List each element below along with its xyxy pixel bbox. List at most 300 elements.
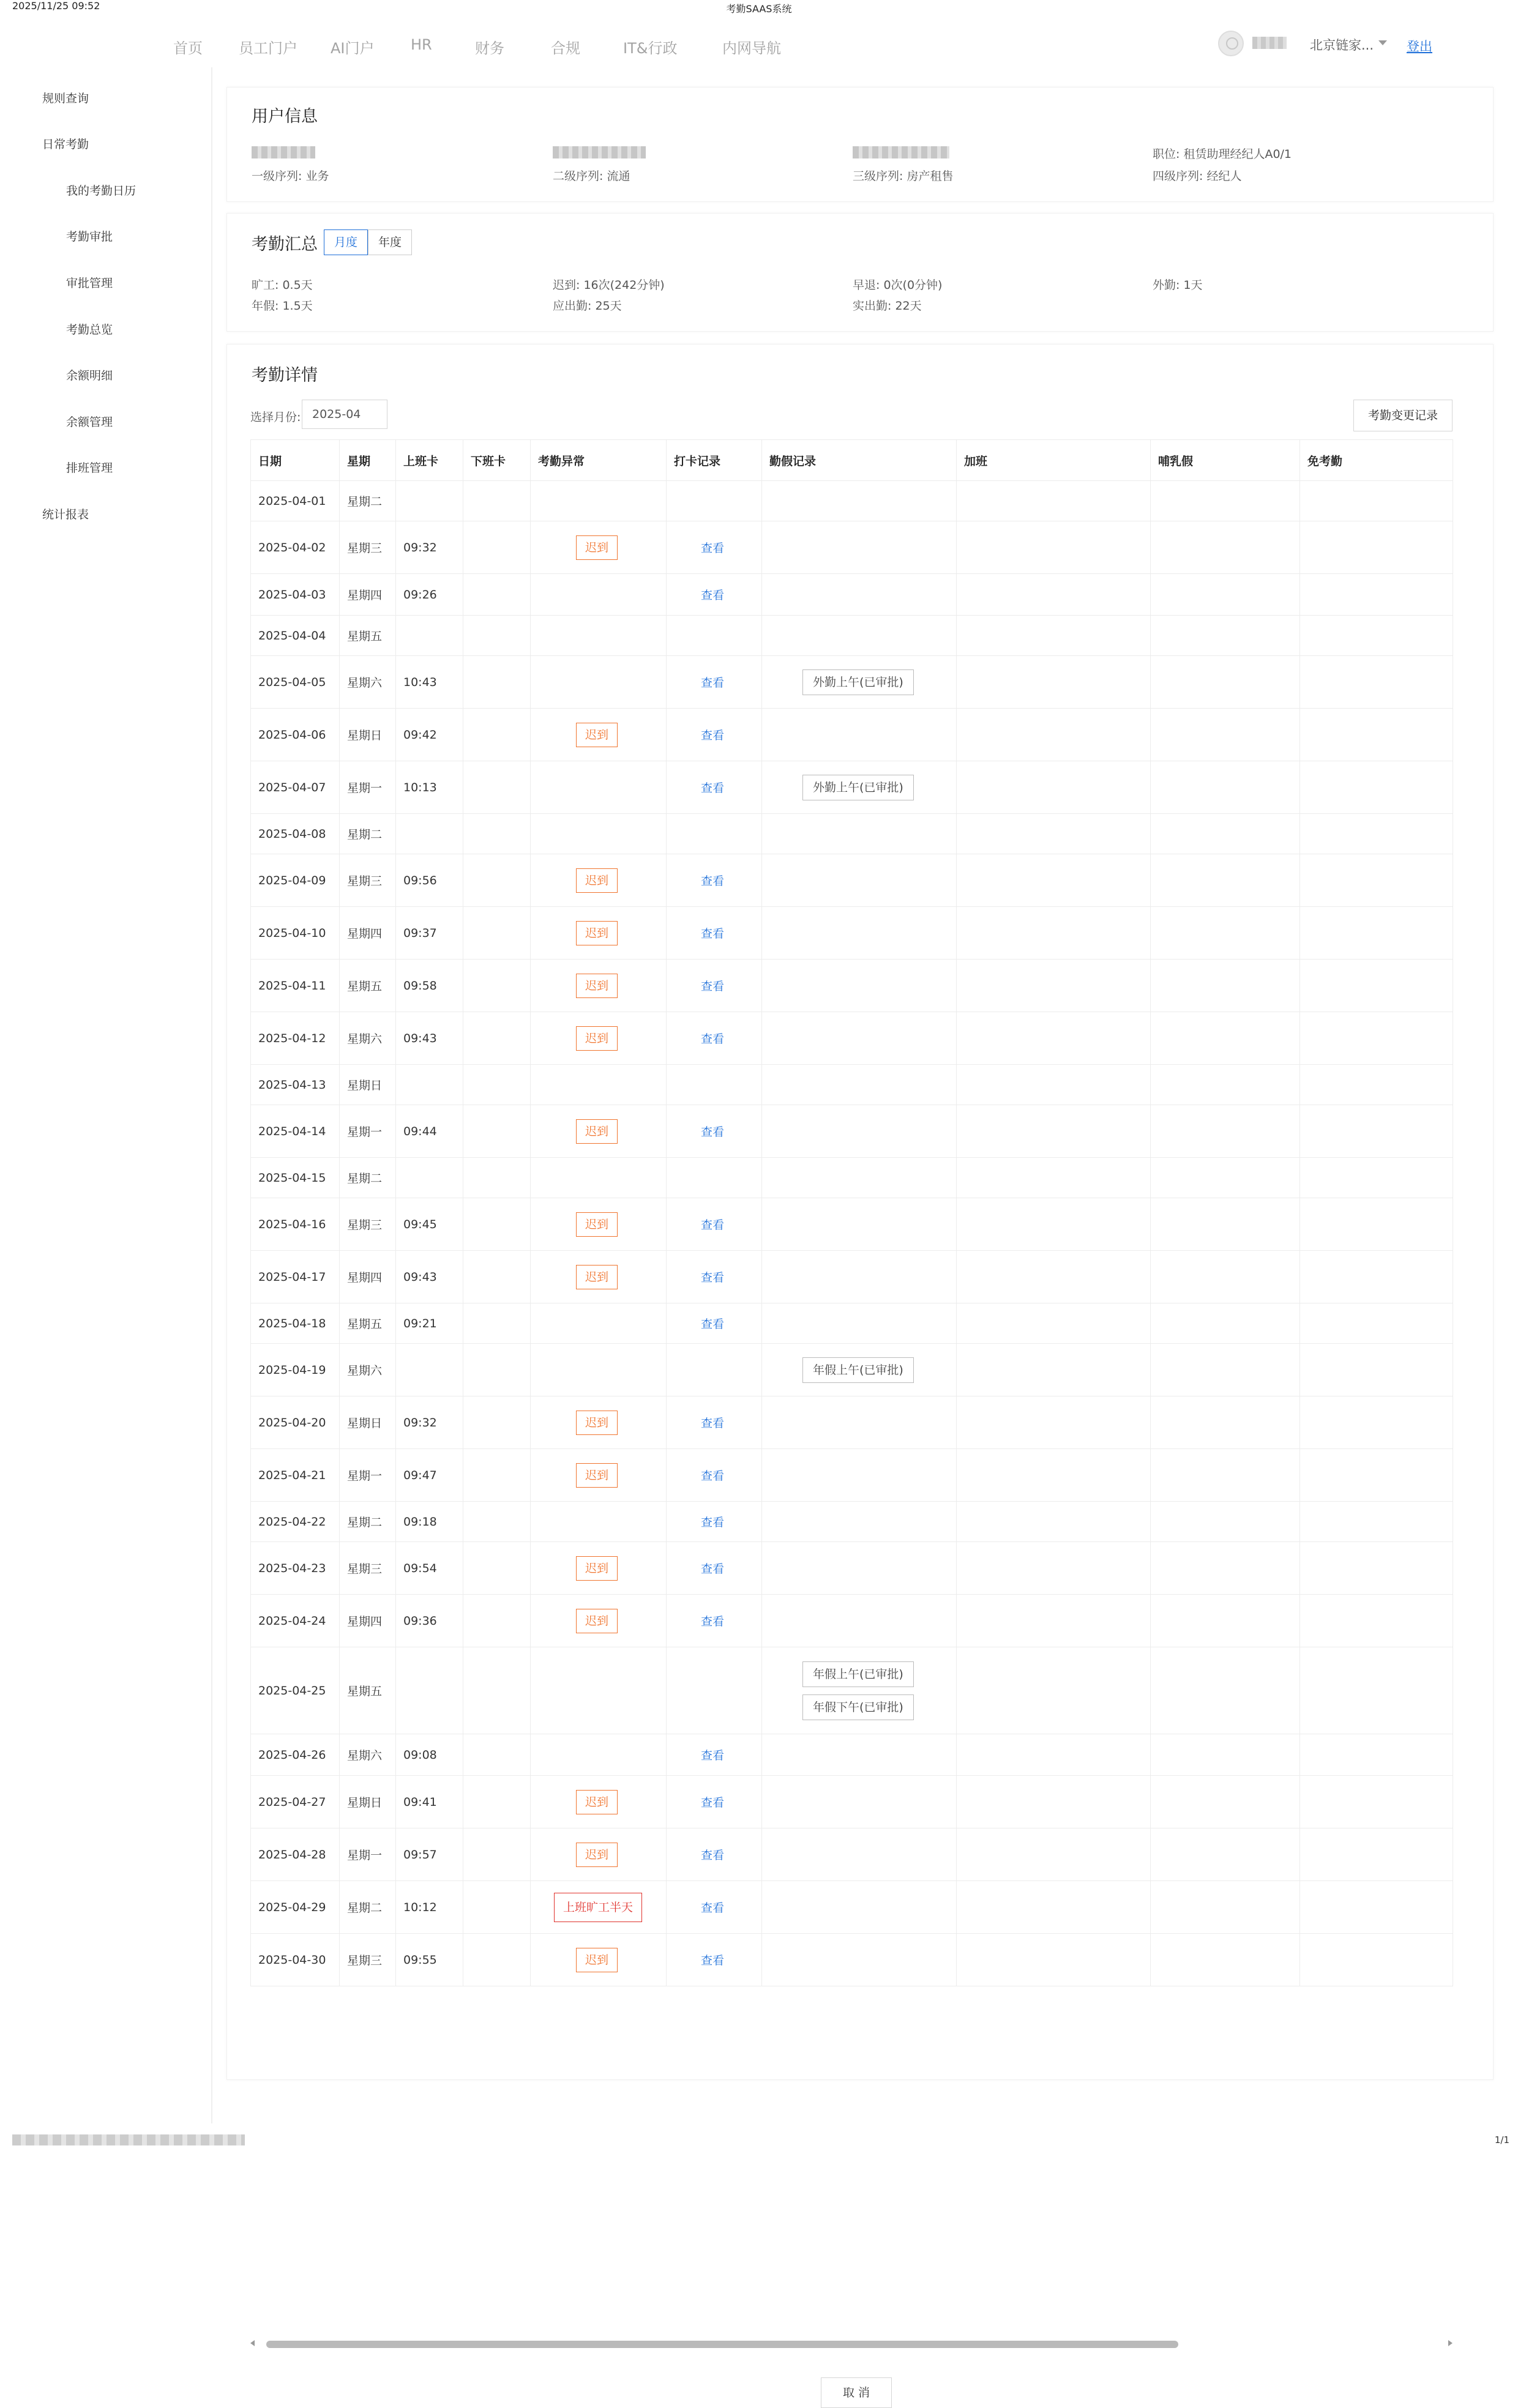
cell-punch-record [667, 656, 762, 709]
sidebar-item-approval-mgmt[interactable]: 审批管理 [66, 277, 113, 290]
cell-exempt [1300, 1734, 1453, 1776]
view-punch-link[interactable]: 查看 [701, 874, 725, 888]
cell-clock-in [396, 1065, 463, 1105]
cell-abnormal [531, 1251, 667, 1303]
cell-overtime [957, 814, 1151, 854]
cell-nursing [1151, 521, 1300, 574]
cell-date: 2025-04-07 [251, 761, 340, 814]
annual-stat: 年假: 1.5天 [252, 299, 313, 313]
cell-leave-record [762, 1344, 957, 1396]
view-punch-link[interactable]: 查看 [701, 927, 725, 941]
cell-punch-record [667, 1542, 762, 1595]
view-punch-link[interactable]: 查看 [701, 676, 725, 690]
cell-nursing [1151, 1065, 1300, 1105]
summary-panel [226, 213, 1494, 332]
cell-clock-in: 09:32 [396, 521, 463, 574]
cell-punch-record [667, 1647, 762, 1734]
cell-clock-in: 09:56 [396, 854, 463, 907]
col-overtime: 加班 [957, 440, 1151, 481]
table-row [251, 1828, 1453, 1881]
avatar[interactable] [1218, 31, 1244, 56]
col-leave-record: 勤假记录 [762, 440, 957, 481]
table-scrollbar[interactable] [250, 2339, 1453, 2349]
sidebar-item-shift[interactable]: 排班管理 [66, 461, 113, 475]
cell-leave-record [762, 1449, 957, 1502]
cell-leave-record [762, 1934, 957, 1986]
cell-exempt [1300, 1198, 1453, 1251]
sidebar-item-calendar[interactable]: 我的考勤日历 [66, 184, 136, 198]
cell-weekday: 星期二 [340, 814, 396, 854]
company-select[interactable]: 北京链家... [1310, 38, 1374, 53]
cell-nursing [1151, 1595, 1300, 1647]
cell-clock-in: 09:36 [396, 1595, 463, 1647]
cell-clock-out [463, 1012, 531, 1065]
table-row [251, 1251, 1453, 1303]
cell-abnormal [531, 854, 667, 907]
nav-finance[interactable]: 财务 [475, 40, 504, 57]
view-punch-link[interactable]: 查看 [701, 1318, 725, 1331]
cell-leave-record [762, 814, 957, 854]
table-row [251, 1734, 1453, 1776]
cell-clock-out [463, 1881, 531, 1934]
cell-clock-out [463, 1344, 531, 1396]
cell-exempt [1300, 1881, 1453, 1934]
cell-weekday: 星期六 [340, 1012, 396, 1065]
tab-yearly[interactable]: 年度 [368, 229, 412, 255]
cell-nursing [1151, 1502, 1300, 1542]
cell-leave-record [762, 1065, 957, 1105]
cell-date: 2025-04-21 [251, 1449, 340, 1502]
cell-punch-record [667, 1595, 762, 1647]
cell-exempt [1300, 1934, 1453, 1986]
cell-date: 2025-04-11 [251, 960, 340, 1012]
cell-abnormal [531, 1065, 667, 1105]
cell-clock-out [463, 709, 531, 761]
cell-clock-in: 09:45 [396, 1198, 463, 1251]
cell-exempt [1300, 1595, 1453, 1647]
cell-date: 2025-04-02 [251, 521, 340, 574]
cell-clock-in: 10:43 [396, 656, 463, 709]
cell-date: 2025-04-09 [251, 854, 340, 907]
cell-exempt [1300, 1251, 1453, 1303]
cell-weekday: 星期三 [340, 1934, 396, 1986]
cell-abnormal [531, 481, 667, 521]
cell-nursing [1151, 1828, 1300, 1881]
view-punch-link[interactable]: 查看 [701, 1417, 725, 1430]
month-label: 选择月份: [250, 411, 301, 424]
cell-overtime [957, 1303, 1151, 1344]
cell-leave-record [762, 616, 957, 656]
view-punch-link[interactable]: 查看 [701, 1218, 725, 1232]
view-punch-link[interactable]: 查看 [701, 1562, 725, 1576]
chevron-down-icon[interactable] [1378, 40, 1387, 45]
cell-clock-in: 10:13 [396, 761, 463, 814]
view-punch-link[interactable]: 查看 [701, 1615, 725, 1628]
cell-overtime [957, 1449, 1151, 1502]
cell-weekday: 星期三 [340, 1198, 396, 1251]
cell-clock-in: 09:21 [396, 1303, 463, 1344]
table-row [251, 1105, 1453, 1158]
cell-clock-out [463, 907, 531, 960]
cell-nursing [1151, 1647, 1300, 1734]
cell-punch-record [667, 1303, 762, 1344]
redacted-field [853, 146, 949, 158]
view-punch-link[interactable]: 查看 [701, 1901, 725, 1915]
cell-weekday: 星期四 [340, 907, 396, 960]
cell-overtime [957, 1647, 1151, 1734]
late-stat: 迟到: 16次(242分钟) [553, 278, 665, 292]
cell-overtime [957, 616, 1151, 656]
cell-clock-out [463, 960, 531, 1012]
cell-date: 2025-04-29 [251, 1881, 340, 1934]
cell-weekday: 星期二 [340, 1881, 396, 1934]
cell-punch-record [667, 907, 762, 960]
nav-employee-portal[interactable]: 员工门户 [239, 40, 297, 57]
nav-ai-portal[interactable]: AI门户 [331, 40, 375, 57]
cell-clock-out [463, 574, 531, 616]
table-row [251, 1502, 1453, 1542]
cell-clock-out [463, 1251, 531, 1303]
cell-clock-in: 10:12 [396, 1881, 463, 1934]
view-punch-link[interactable]: 查看 [701, 1271, 725, 1284]
cell-exempt [1300, 907, 1453, 960]
cell-punch-record [667, 1105, 762, 1158]
tab-monthly[interactable]: 月度 [324, 229, 368, 255]
table-row [251, 854, 1453, 907]
cell-date: 2025-04-15 [251, 1158, 340, 1198]
leave-record-tag[interactable]: 年假上午(已审批) [802, 1661, 914, 1687]
late-tag: 迟到 [576, 1463, 618, 1488]
col-clock-in: 上班卡 [396, 440, 463, 481]
print-page-number: 1/1 [1494, 2134, 1509, 2145]
seq4-label: 四级序列: 经纪人 [1153, 170, 1242, 183]
logout-link[interactable]: 登出 [1407, 39, 1432, 54]
cell-abnormal [531, 1158, 667, 1198]
seq2-label: 二级序列: 流通 [553, 170, 630, 183]
cell-abnormal [531, 1303, 667, 1344]
table-row [251, 1303, 1453, 1344]
cell-abnormal [531, 1012, 667, 1065]
table-row [251, 1595, 1453, 1647]
late-tag: 迟到 [576, 1411, 618, 1435]
cell-punch-record [667, 1396, 762, 1449]
change-record-button[interactable]: 考勤变更记录 [1353, 400, 1453, 431]
cell-leave-record [762, 1595, 957, 1647]
cell-date: 2025-04-14 [251, 1105, 340, 1158]
view-punch-link[interactable]: 查看 [701, 1796, 725, 1810]
nav-intranet[interactable]: 内网导航 [722, 40, 781, 57]
cell-weekday: 星期六 [340, 1734, 396, 1776]
view-punch-link[interactable]: 查看 [701, 980, 725, 993]
cell-overtime [957, 854, 1151, 907]
cell-exempt [1300, 1502, 1453, 1542]
cell-nursing [1151, 616, 1300, 656]
table-row [251, 1158, 1453, 1198]
cell-date: 2025-04-26 [251, 1734, 340, 1776]
sidebar-item-rules[interactable]: 规则查询 [42, 92, 89, 105]
sidebar-item-report[interactable]: 统计报表 [42, 508, 89, 521]
cell-nursing [1151, 1105, 1300, 1158]
cell-abnormal [531, 1828, 667, 1881]
cell-abnormal [531, 521, 667, 574]
cell-exempt [1300, 616, 1453, 656]
cell-abnormal [531, 1198, 667, 1251]
cell-weekday: 星期五 [340, 960, 396, 1012]
cell-punch-record [667, 1776, 762, 1828]
cell-exempt [1300, 1776, 1453, 1828]
cell-nursing [1151, 574, 1300, 616]
cell-clock-in: 09:44 [396, 1105, 463, 1158]
cell-weekday: 星期一 [340, 1105, 396, 1158]
view-punch-link[interactable]: 查看 [701, 1749, 725, 1762]
cell-clock-out [463, 656, 531, 709]
cell-clock-in: 09:18 [396, 1502, 463, 1542]
cell-punch-record [667, 1449, 762, 1502]
cell-clock-out [463, 1158, 531, 1198]
cell-weekday: 星期四 [340, 574, 396, 616]
cell-leave-record [762, 1828, 957, 1881]
late-tag: 迟到 [576, 1119, 618, 1144]
table-row [251, 616, 1453, 656]
cell-leave-record [762, 1502, 957, 1542]
cell-weekday: 星期二 [340, 1158, 396, 1198]
cell-weekday: 星期六 [340, 656, 396, 709]
actual-stat: 实出勤: 22天 [853, 299, 922, 313]
cell-clock-out [463, 521, 531, 574]
sidebar-item-balance-detail[interactable]: 余额明细 [66, 369, 113, 382]
scroll-left-icon[interactable] [250, 2340, 255, 2346]
user-info-title: 用户信息 [252, 107, 318, 126]
col-date: 日期 [251, 440, 340, 481]
cell-overtime [957, 1012, 1151, 1065]
cell-clock-out [463, 1502, 531, 1542]
cell-clock-in: 09:37 [396, 907, 463, 960]
cell-leave-record [762, 854, 957, 907]
cell-date: 2025-04-01 [251, 481, 340, 521]
table-row [251, 960, 1453, 1012]
scroll-right-icon[interactable] [1448, 2340, 1453, 2346]
cell-exempt [1300, 854, 1453, 907]
leave-record-tag[interactable]: 外勤上午(已审批) [802, 775, 914, 800]
cell-punch-record [667, 616, 762, 656]
cell-overtime [957, 1065, 1151, 1105]
cell-overtime [957, 1198, 1151, 1251]
cell-leave-record [762, 1198, 957, 1251]
cell-overtime [957, 1934, 1151, 1986]
cell-punch-record [667, 709, 762, 761]
cell-leave-record [762, 1012, 957, 1065]
cell-clock-out [463, 1542, 531, 1595]
cell-date: 2025-04-24 [251, 1595, 340, 1647]
table-row [251, 1647, 1453, 1734]
cell-weekday: 星期三 [340, 1542, 396, 1595]
leave-record-tag[interactable]: 年假下午(已审批) [802, 1694, 914, 1720]
table-row [251, 1542, 1453, 1595]
cell-abnormal [531, 1502, 667, 1542]
cell-overtime [957, 1595, 1151, 1647]
cell-clock-in: 09:08 [396, 1734, 463, 1776]
cell-overtime [957, 1396, 1151, 1449]
cell-clock-out [463, 1105, 531, 1158]
nav-home[interactable]: 首页 [173, 40, 203, 57]
view-punch-link[interactable]: 查看 [701, 589, 725, 602]
cell-punch-record [667, 960, 762, 1012]
cell-exempt [1300, 814, 1453, 854]
cell-nursing [1151, 1881, 1300, 1934]
cell-clock-out [463, 1065, 531, 1105]
cell-overtime [957, 481, 1151, 521]
cell-clock-in: 09:43 [396, 1012, 463, 1065]
cell-punch-record [667, 1828, 762, 1881]
nav-it-admin[interactable]: IT&行政 [623, 40, 678, 57]
cell-overtime [957, 960, 1151, 1012]
cell-clock-in: 09:26 [396, 574, 463, 616]
cell-abnormal [531, 1647, 667, 1734]
cell-weekday: 星期二 [340, 1502, 396, 1542]
view-punch-link[interactable]: 查看 [701, 729, 725, 742]
cell-date: 2025-04-05 [251, 656, 340, 709]
table-row [251, 574, 1453, 616]
cell-abnormal [531, 709, 667, 761]
cell-clock-out [463, 1734, 531, 1776]
cell-nursing [1151, 656, 1300, 709]
cell-nursing [1151, 1776, 1300, 1828]
cell-clock-out [463, 1595, 531, 1647]
cell-exempt [1300, 574, 1453, 616]
cell-nursing [1151, 1198, 1300, 1251]
col-clock-out: 下班卡 [463, 440, 531, 481]
early-stat: 早退: 0次(0分钟) [853, 278, 943, 292]
leave-record-tag[interactable]: 外勤上午(已审批) [802, 669, 914, 695]
view-punch-link[interactable]: 查看 [701, 1516, 725, 1529]
cell-leave-record [762, 481, 957, 521]
cell-weekday: 星期四 [340, 1251, 396, 1303]
absent-tag: 上班旷工半天 [554, 1893, 642, 1922]
cell-clock-in: 09:57 [396, 1828, 463, 1881]
cell-overtime [957, 1502, 1151, 1542]
redacted-field [252, 146, 315, 158]
cell-clock-out [463, 1198, 531, 1251]
view-punch-link[interactable]: 查看 [701, 1125, 725, 1139]
cell-exempt [1300, 656, 1453, 709]
user-name-redacted [1252, 37, 1287, 49]
cell-exempt [1300, 1105, 1453, 1158]
table-row [251, 521, 1453, 574]
view-punch-link[interactable]: 查看 [701, 781, 725, 795]
late-tag: 迟到 [576, 974, 618, 998]
table-row [251, 907, 1453, 960]
cell-weekday: 星期三 [340, 521, 396, 574]
cell-weekday: 星期四 [340, 1595, 396, 1647]
cell-clock-in [396, 814, 463, 854]
cell-exempt [1300, 1647, 1453, 1734]
cell-nursing [1151, 854, 1300, 907]
cell-clock-in: 09:42 [396, 709, 463, 761]
cell-leave-record [762, 907, 957, 960]
month-picker[interactable]: 2025-04 [302, 400, 387, 429]
cancel-button[interactable]: 取 消 [821, 2377, 892, 2408]
print-title: 考勤SAAS系统 [726, 3, 792, 15]
cell-nursing [1151, 1934, 1300, 1986]
sidebar-item-daily[interactable]: 日常考勤 [42, 138, 89, 151]
view-punch-link[interactable]: 查看 [701, 1849, 725, 1862]
cell-exempt [1300, 1449, 1453, 1502]
leave-record-tag[interactable]: 年假上午(已审批) [802, 1357, 914, 1383]
cell-overtime [957, 1105, 1151, 1158]
view-punch-link[interactable]: 查看 [701, 542, 725, 555]
cell-clock-out [463, 616, 531, 656]
table-row [251, 656, 1453, 709]
sidebar-item-overview[interactable]: 考勤总览 [66, 323, 113, 337]
sidebar-item-approval[interactable]: 考勤审批 [66, 230, 113, 244]
cell-clock-out [463, 1396, 531, 1449]
cell-exempt [1300, 1542, 1453, 1595]
table-row [251, 814, 1453, 854]
cell-date: 2025-04-20 [251, 1396, 340, 1449]
cell-clock-in [396, 1158, 463, 1198]
view-punch-link[interactable]: 查看 [701, 1032, 725, 1046]
view-punch-link[interactable]: 查看 [701, 1469, 725, 1483]
cell-date: 2025-04-06 [251, 709, 340, 761]
nav-hr[interactable]: HR [411, 36, 432, 53]
cell-date: 2025-04-28 [251, 1828, 340, 1881]
cell-exempt [1300, 1828, 1453, 1881]
cell-punch-record [667, 1734, 762, 1776]
summary-tabs [324, 229, 412, 255]
nav-compliance[interactable]: 合规 [551, 40, 580, 57]
table-row [251, 1449, 1453, 1502]
cell-clock-in [396, 616, 463, 656]
cell-date: 2025-04-19 [251, 1344, 340, 1396]
cell-abnormal [531, 1542, 667, 1595]
sidebar-item-balance-mgmt[interactable]: 余额管理 [66, 416, 113, 429]
scrollbar-thumb[interactable] [266, 2341, 1178, 2348]
late-tag: 迟到 [576, 1556, 618, 1581]
cell-date: 2025-04-30 [251, 1934, 340, 1986]
cell-leave-record [762, 1396, 957, 1449]
cell-leave-record [762, 709, 957, 761]
cell-clock-out [463, 1828, 531, 1881]
cell-leave-record [762, 1303, 957, 1344]
cell-abnormal [531, 1776, 667, 1828]
view-punch-link[interactable]: 查看 [701, 1954, 725, 1967]
cell-abnormal [531, 1734, 667, 1776]
cell-abnormal [531, 1105, 667, 1158]
cell-punch-record [667, 574, 762, 616]
col-weekday: 星期 [340, 440, 396, 481]
cell-weekday: 星期六 [340, 1344, 396, 1396]
outwork-stat: 外勤: 1天 [1153, 278, 1203, 292]
cell-leave-record [762, 1542, 957, 1595]
cell-punch-record [667, 761, 762, 814]
cell-nursing [1151, 1012, 1300, 1065]
cell-punch-record [667, 481, 762, 521]
late-tag: 迟到 [576, 1790, 618, 1814]
late-tag: 迟到 [576, 1843, 618, 1867]
table-row [251, 1934, 1453, 1986]
late-tag: 迟到 [576, 1948, 618, 1972]
cell-date: 2025-04-27 [251, 1776, 340, 1828]
cell-clock-in: 09:55 [396, 1934, 463, 1986]
cell-date: 2025-04-25 [251, 1647, 340, 1734]
cell-overtime [957, 656, 1151, 709]
cell-weekday: 星期五 [340, 616, 396, 656]
cell-punch-record [667, 1502, 762, 1542]
cell-exempt [1300, 1303, 1453, 1344]
cell-leave-record [762, 1647, 957, 1734]
cell-punch-record [667, 521, 762, 574]
cell-clock-out [463, 1303, 531, 1344]
